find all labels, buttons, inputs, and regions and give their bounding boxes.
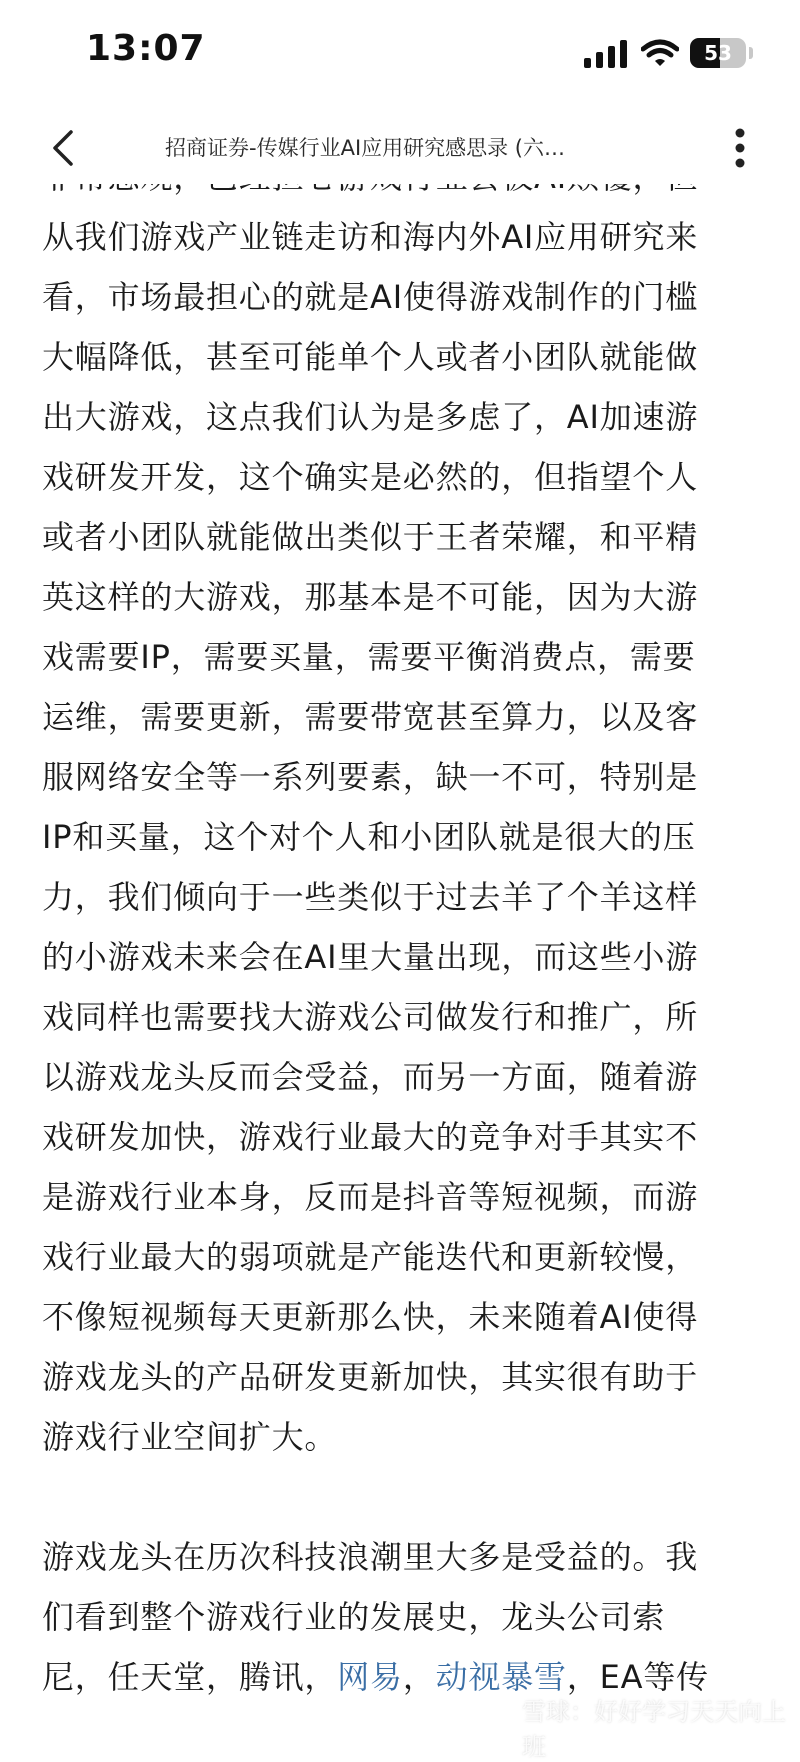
article-line: 服网络安全等一系列要素，缺一不可，特别是 [42,758,699,796]
article-line: 戏研发开发，这个确实是必然的，但指望个人 [42,458,699,496]
article-line: 出大游戏，这点我们认为是多虑了，AI加速游 [42,398,699,436]
article-line: 游戏龙头的产品研发更新加快，其实很有助于 [42,1358,699,1396]
article-line: 戏需要IP，需要买量，需要平衡消费点，需要 [42,638,696,676]
article-line: 们看到整个游戏行业的发展史，龙头公司索 [42,1598,666,1636]
article-line: 或者小团队就能做出类似于王者荣耀，和平精 [42,518,699,556]
page-title: 招商证券-传媒行业AI应用研究感思录 (六… [165,136,566,160]
article-line: 戏同样也需要找大游戏公司做发行和推广，所 [42,998,699,1036]
nav-bar [0,112,800,184]
article-body [42,147,762,1707]
company-link-netease[interactable]: 网易 [337,1658,403,1696]
article-line: 英这样的大游戏，那基本是不可能，因为大游 [42,578,699,616]
status-bar [0,0,800,110]
last-line-prefix: 尼，任天堂，腾讯， [42,1658,338,1696]
battery-level: 53 [704,41,732,65]
article-line: 看，市场最担心的就是AI使得游戏制作的门槛 [42,278,699,316]
article-line: 戏行业最大的弱项就是产能迭代和更新较慢， [42,1238,699,1276]
article-paragraph-1 [42,207,762,1467]
article-line: IP和买量，这个对个人和小团队就是很大的压 [42,818,696,856]
battery-tip [749,47,753,59]
article-line: 戏研发加快，游戏行业最大的竞争对手其实不 [42,1118,699,1156]
article-line: 以游戏龙头反而会受益，而另一方面，随着游 [42,1058,699,1096]
company-link-activision-blizzard[interactable]: 动视暴雪 [435,1658,567,1696]
chevron-left-icon [51,129,75,167]
article-line: 从我们游戏产业链走访和海内外AI应用研究来 [42,218,699,256]
battery-icon [690,38,746,68]
cellular-signal-icon [584,40,628,68]
article-line: 运维，需要更新，需要带宽甚至算力，以及客 [42,698,699,736]
back-button[interactable] [38,118,88,178]
article-line: 的小游戏未来会在AI里大量出现，而这些小游 [42,938,699,976]
vertical-ellipsis-icon [734,128,746,168]
watermark-text: 雪球：好好学习天天向上班 [522,1698,786,1761]
article-line: 游戏行业空间扩大。 [42,1418,338,1456]
article-line: 力，我们倾向于一些类似于过去羊了个羊这样 [42,878,699,916]
article-paragraph-2 [42,1527,762,1647]
article-line: 大幅降低，甚至可能单个人或者小团队就能做 [42,338,699,376]
last-line-suffix: ，EA等传 [566,1658,709,1696]
last-line-separator: ， [402,1658,436,1696]
more-options-button[interactable] [720,118,760,178]
wifi-icon [641,38,679,68]
status-time: 13:07 [86,28,206,69]
article-line: 是游戏行业本身，反而是抖音等短视频，而游 [42,1178,699,1216]
article-line: 游戏龙头在历次科技浪潮里大多是受益的。我 [42,1538,699,1576]
article-line: 不像短视频每天更新那么快，未来随着AI使得 [42,1298,699,1336]
paragraph-gap [42,1467,762,1527]
